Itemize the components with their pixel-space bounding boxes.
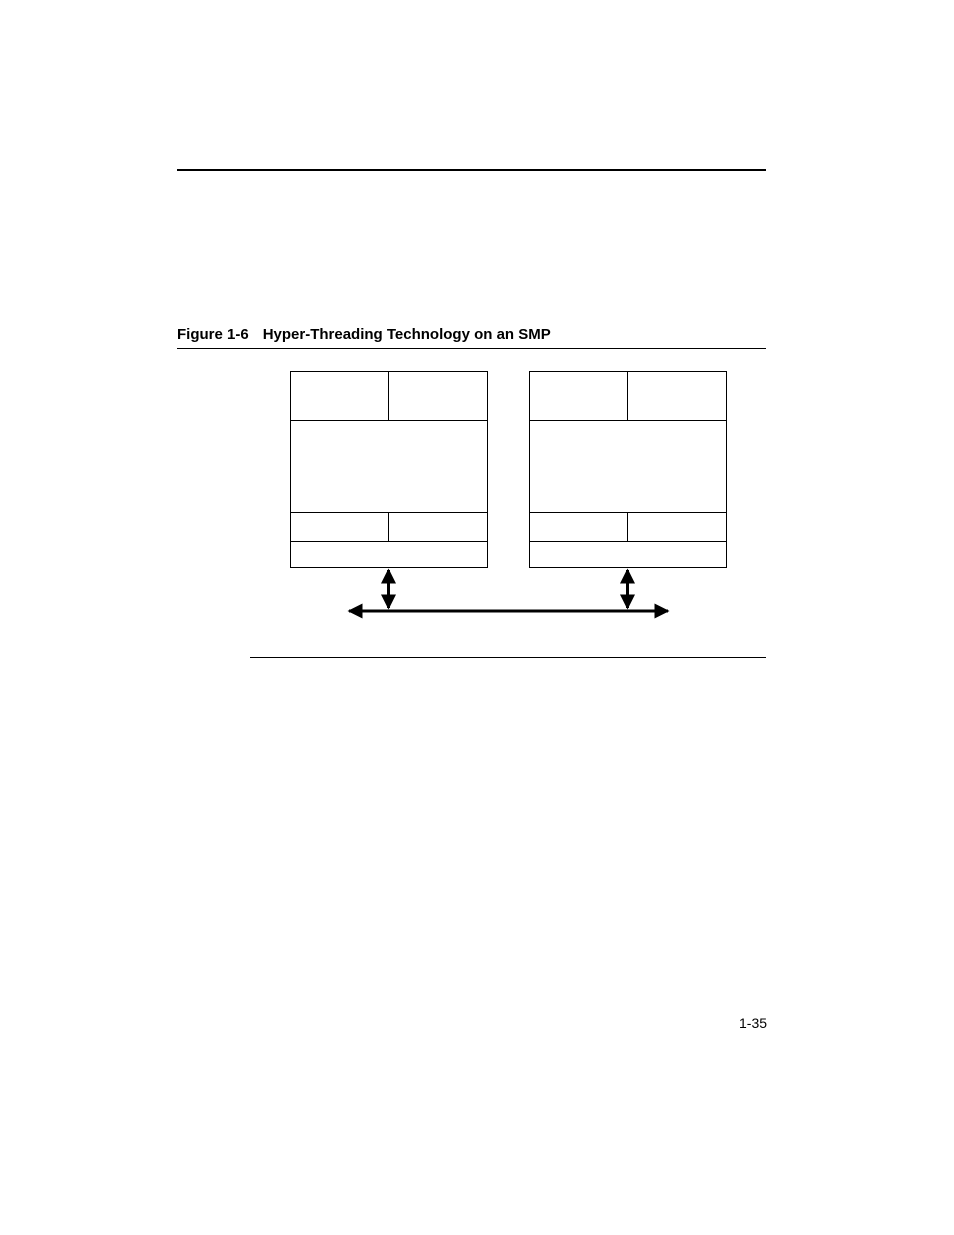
figure-number: Figure 1-6: [177, 326, 249, 343]
figure-title: Hyper-Threading Technology on an SMP: [262, 326, 551, 343]
figure-bottom-rule: [250, 657, 766, 658]
processor-right: [530, 372, 727, 568]
page-number: 1-35: [739, 1015, 768, 1031]
processor-left: [291, 372, 488, 568]
